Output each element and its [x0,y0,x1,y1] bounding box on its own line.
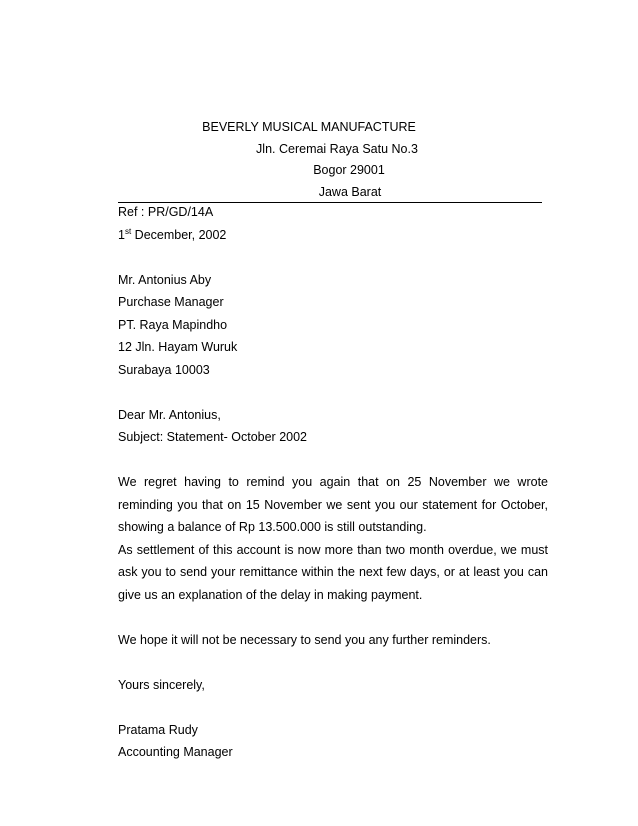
company-street: Jln. Ceremai Raya Satu No.3 [256,141,418,156]
paragraph-2-line-3: give us an explanation of the delay in making payment. [118,587,423,602]
recipient-city: Surabaya 10003 [118,362,210,377]
letterhead [118,117,542,203]
paragraph-1-line-1: We regret having to remind you again that on 25 November we wrote [118,475,548,489]
spacer [118,449,548,472]
spacer [118,651,548,674]
spacer [118,606,548,629]
recipient-title: Purchase Manager [118,295,224,309]
reference-number: Ref : PR/GD/14A [118,205,214,219]
paragraph-2-line-1: As settlement of this account is now more than two month overdue, we must [118,542,548,557]
recipient-company: PT. Raya Mapindho [118,317,228,332]
closing: Yours sincerely, [118,677,205,692]
recipient-street: 12 Jln. Hayam Wuruk [118,340,238,354]
signature-name: Pratama Rudy [118,722,198,737]
paragraph-3: We hope it will not be necessary to send you any further reminders. [118,632,491,647]
date-day-suffix: st [124,226,132,236]
paragraph-2-line-2: ask you to send your remittance within the next few days, or at least you can [118,565,548,579]
letter-date [118,224,548,247]
date-rest: December, 2002 [131,227,227,242]
paragraph-1-line-3: showing a balance of Rp 13.500.000 is still outstanding. [118,520,427,534]
company-province: Jawa Barat [318,184,382,199]
letter-body [118,201,548,764]
spacer [118,246,548,269]
paragraph-1-line-2: reminding you that on 15 November we sent you our statement for October, [118,497,548,512]
date-day: 1 [118,227,125,242]
company-name: BEVERLY MUSICAL MANUFACTURE [202,120,416,134]
spacer [118,696,548,719]
recipient-name: Mr. Antonius Aby [118,272,212,287]
salutation: Dear Mr. Antonius, [118,407,221,422]
signature-title: Accounting Manager [118,745,233,759]
company-city: Bogor 29001 [313,163,385,177]
subject-line: Subject: Statement- October 2002 [118,430,307,444]
spacer [118,381,548,404]
